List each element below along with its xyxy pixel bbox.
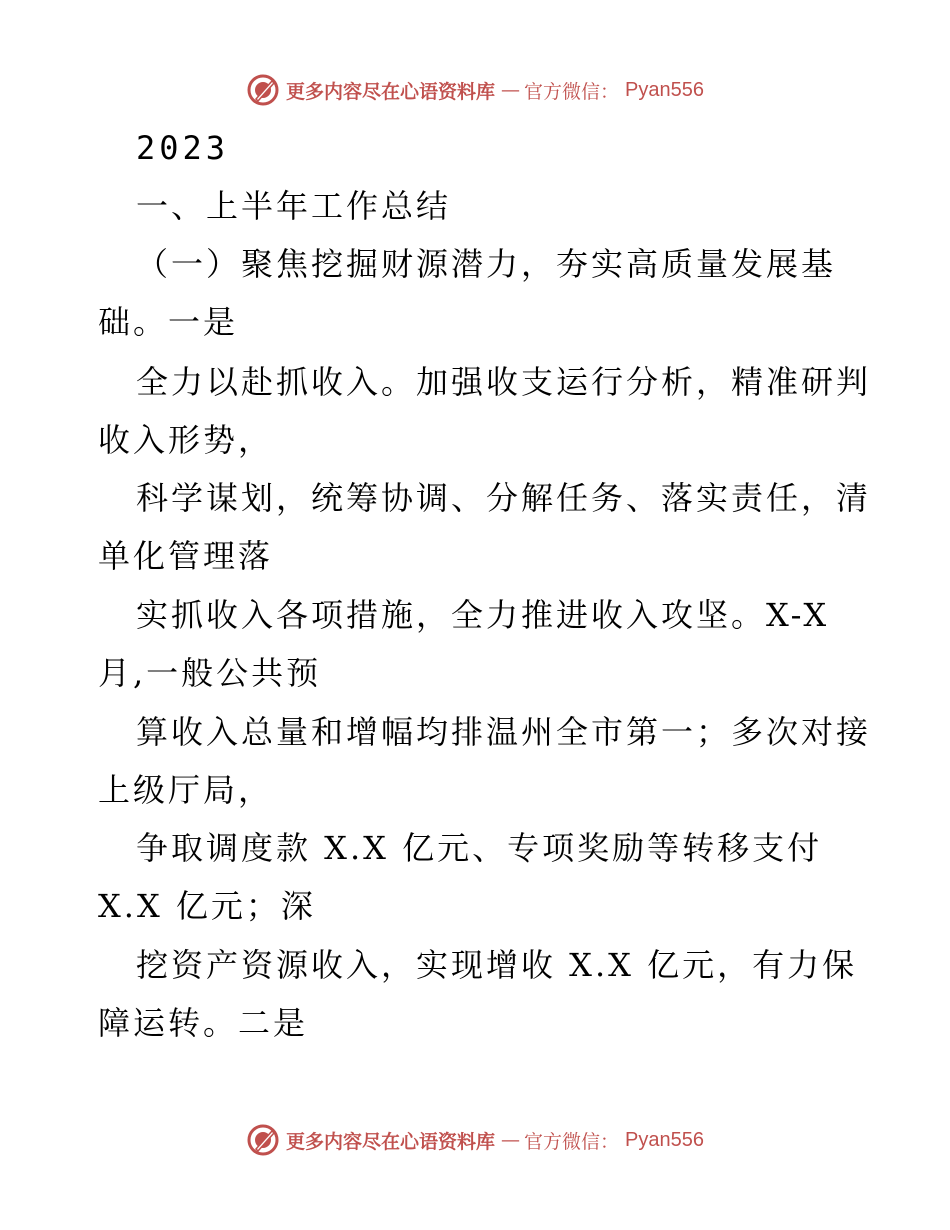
watermark-wechat-id: Pyan556 (625, 78, 704, 101)
doc-line: 上级厅局， (98, 771, 274, 809)
doc-line: X.X 亿元；深 (98, 887, 316, 925)
watermark-header (0, 70, 950, 110)
watermark-footer (0, 1120, 950, 1160)
doc-line: 障运转。二是 (98, 1004, 309, 1042)
watermark-separator: — (501, 79, 519, 101)
watermark-contact-label: 官方微信： (524, 80, 620, 103)
watermark-separator: — (501, 1129, 519, 1151)
doc-line: 月,一般公共预 (98, 654, 322, 692)
doc-line: 础。一是 (98, 303, 239, 341)
doc-line: 挖资产资源收入，实现增收 X.X 亿元，有力保 (136, 946, 858, 984)
doc-line-heading: 一、上半年工作总结 (136, 187, 452, 225)
doc-line: 收入形势， (98, 421, 274, 459)
pen-logo-icon (246, 73, 280, 107)
doc-line: （一）聚焦挖掘财源潜力，夯实高质量发展基 (136, 245, 837, 283)
doc-line: 全力以赴抓收入。加强收支运行分析，精准研判 (136, 363, 872, 401)
pen-logo-icon (246, 1123, 280, 1157)
doc-line-year: 2023 (136, 129, 230, 167)
doc-line: 科学谋划，统筹协调、分解任务、落实责任，清 (136, 479, 872, 517)
watermark-brand: 更多内容尽在心语资料库 (286, 1130, 496, 1153)
watermark-brand: 更多内容尽在心语资料库 (286, 80, 496, 103)
doc-line: 算收入总量和增幅均排温州全市第一；多次对接 (136, 713, 872, 751)
watermark-wechat-id: Pyan556 (625, 1128, 704, 1151)
watermark-contact-label: 官方微信： (524, 1130, 620, 1153)
doc-line: 争取调度款 X.X 亿元、专项奖励等转移支付 (136, 829, 823, 867)
doc-line: 单化管理落 (98, 537, 274, 575)
doc-line: 实抓收入各项措施，全力推进收入攻坚。X-X (136, 596, 830, 634)
